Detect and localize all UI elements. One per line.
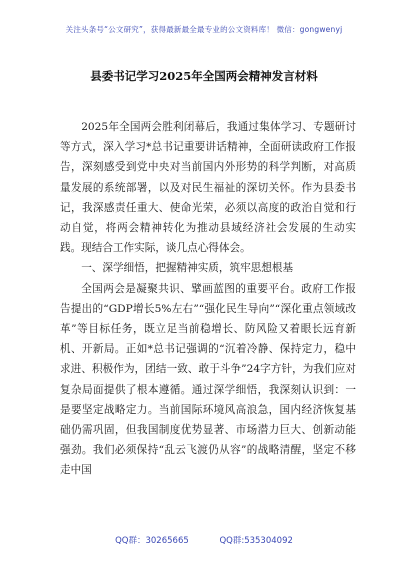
page-title: 县委书记学习2025年全国两会精神发言材料 — [90, 69, 318, 83]
header-bar — [0, 0, 408, 56]
intro-paragraph: 2025年全国两会胜利闭幕后，我通过集体学习、专题研讨等方式，深入学习*总书记重要讲话精神，全面研读政府工作报告，深刻感受到党中央对当前国内外形势的科学判断，对高质量发展的系统部署，以及对民生福祉的深切关怀。作为县委书记，我深感责任重大、使命光荣，必须以高度的政治自觉和行动自觉，将两会精神转化为推动县域经济社会发展的生动实践。现结合工作实际，谈几点心得体会。 — [60, 121, 356, 255]
section-heading: 一、深学细悟，把握精神实质，筑牢思想根基 — [81, 262, 294, 275]
footer-qq-group-1: QQ群：30265665 — [115, 536, 189, 546]
header-promo: 关注头条号“公文研究”，获得最新最全最专业的公文资料库！ 微信：gongwenyj — [65, 25, 343, 34]
body-paragraph: 全国两会是凝聚共识、擘画蓝图的重要平台。政府工作报告提出的“GDP增长5%左右”“强化民生导向”“深化重点领域改革”等目标任务，既立足当前稳增长、防风险又着眼长远育新机、开新局。正如*总书记强调的“沉着冷静、保持定力，稳中求进、积极作为，团结一致、敢于斗争”24字方针，为我们应对复杂局面提供了根本遵循。通过深学细悟，我深刻认识到：一是要坚定战略定力。当前国际环境风高浪急，国内经济恢复基础仍需巩固，但我国制度优势显著、市场潜力巨大、创新动能强劲。我们必须保持“乱云飞渡仍从容”的战略清醒，坚定不移走中国 — [60, 282, 356, 477]
document-body — [60, 117, 356, 481]
footer-qq-group-2: QQ群:535304092 — [219, 536, 293, 546]
footer-bar — [0, 534, 408, 546]
